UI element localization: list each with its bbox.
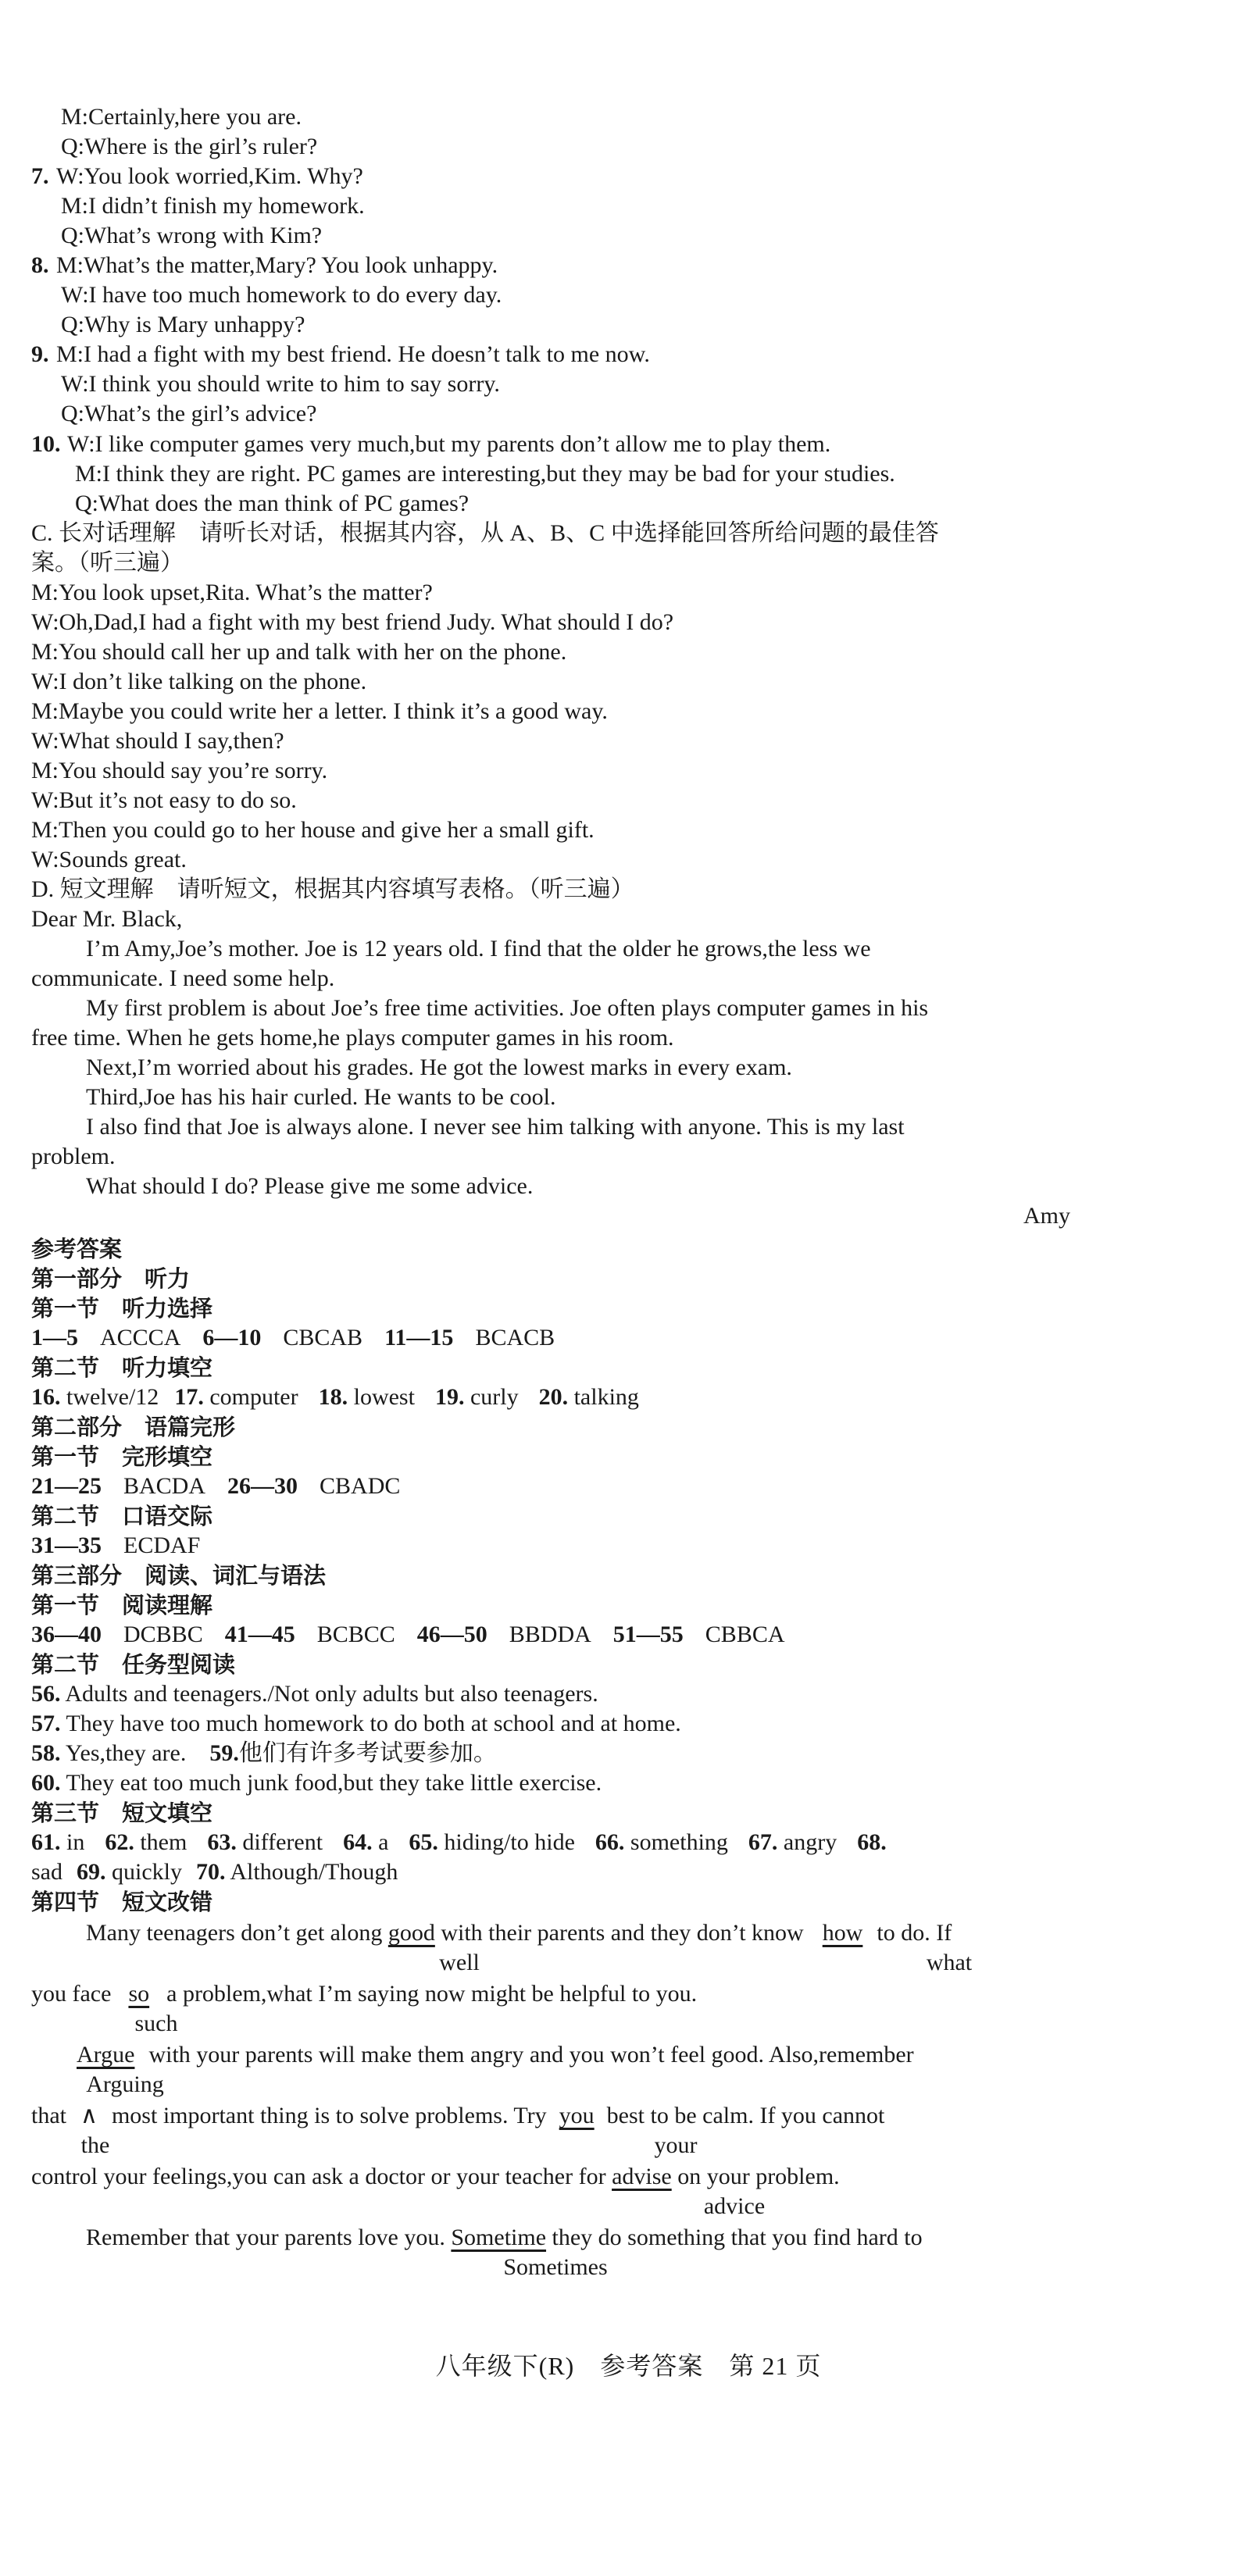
- correction-line: [31, 2162, 840, 2192]
- answer-number: 18.: [318, 1384, 348, 1410]
- transcript-line: Q:Why is Mary unhappy?: [61, 312, 305, 337]
- transcript-line: W:You look worried,Kim. Why?: [56, 163, 363, 189]
- transcript-line: M:Certainly,here you are.: [61, 104, 302, 130]
- answer-number: 19.: [434, 1384, 465, 1410]
- error-word: good: [387, 1920, 435, 1946]
- answer-number: 70.: [196, 1859, 226, 1885]
- dialogue-line: W:Oh,Dad,I had a fight with my best friend Judy. What should I do?: [31, 609, 674, 635]
- correction-line: [31, 2101, 884, 2131]
- answer-row: [31, 1857, 398, 1887]
- correction-line: [31, 1979, 697, 2009]
- dialogue-line: M:You should say you’re sorry.: [31, 758, 328, 783]
- section-heading: 第一节 听力选择: [31, 1295, 213, 1322]
- correction-text: best to be calm. If you cannot: [606, 2103, 885, 2128]
- answer-number: 64.: [343, 1829, 373, 1855]
- answer-value: They have too much homework to do both at school and at home.: [66, 1711, 681, 1736]
- dialogue-line: M:You look upset,Rita. What’s the matter?: [31, 580, 433, 605]
- letter-paragraph: free time. When he gets home,he plays computer games in his room.: [31, 1025, 674, 1051]
- correction-line: [77, 2040, 914, 2070]
- letter-paragraph: I also find that Joe is always alone. I never see him talking with anyone. This is my last: [86, 1114, 905, 1140]
- answer-value: quickly: [112, 1859, 182, 1885]
- question-number: 8.: [31, 252, 49, 278]
- section-heading: 第一节 完形填空: [31, 1443, 213, 1470]
- part-heading: 第一部分 听力: [31, 1265, 191, 1292]
- answer-range: 36—40: [31, 1622, 102, 1647]
- correction-text: on your problem.: [677, 2164, 840, 2189]
- correction-text: most important thing is to solve problems. Try: [111, 2103, 547, 2128]
- answer-number: 61.: [31, 1829, 61, 1855]
- error-word: Sometime: [451, 2225, 547, 2250]
- correction-word: such: [134, 2010, 178, 2036]
- letter-paragraph: problem.: [31, 1144, 116, 1169]
- answer-value: ECDAF: [123, 1532, 201, 1558]
- answer-value: computer: [209, 1384, 298, 1410]
- answer-value: sad: [31, 1859, 62, 1885]
- answer-number: 56.: [31, 1681, 61, 1707]
- answer-value: Although/Though: [230, 1859, 398, 1885]
- correction-word: Arguing: [86, 2071, 164, 2097]
- transcript-line: M:I had a fight with my best friend. He doesn’t talk to me now.: [56, 341, 650, 367]
- transcript-line: Q:What’s wrong with Kim?: [61, 223, 323, 248]
- error-word: so: [128, 1981, 150, 2007]
- answer-row: [31, 1323, 555, 1353]
- correction-word: advice: [703, 2193, 766, 2219]
- section-c-title: C. 长对话理解 请听长对话，根据其内容，从 A、B、C 中选择能回答所给问题的最佳答: [31, 520, 939, 546]
- answer-number: 17.: [174, 1384, 204, 1410]
- transcript-line: W:I like computer games very much,but my parents don’t allow me to play them.: [67, 431, 831, 457]
- answer-range: 6—10: [202, 1325, 262, 1350]
- dialogue-line: M:Maybe you could write her a letter. I think it’s a good way.: [31, 698, 608, 724]
- question-number: 9.: [31, 341, 49, 367]
- page-footer: 八年级下(R) 参考答案 第 21 页: [435, 2352, 822, 2380]
- answer-value: in: [66, 1829, 85, 1855]
- answer-row: [31, 1472, 400, 1501]
- section-heading: 第三节 短文填空: [31, 1800, 213, 1826]
- answer-range: 51—55: [612, 1622, 684, 1647]
- dialogue-line: M:You should call her up and talk with her on the phone.: [31, 639, 567, 665]
- answer-value: They eat too much junk food,but they take little exercise.: [66, 1770, 602, 1796]
- answer-range: 21—25: [31, 1473, 102, 1499]
- correction-text: control your feelings,you can ask a doctor or your teacher for: [31, 2164, 606, 2189]
- letter-paragraph: Third,Joe has his hair curled. He wants to be cool.: [86, 1084, 556, 1110]
- answer-value: BACDA: [123, 1473, 206, 1499]
- answer-row: [31, 1739, 497, 1768]
- error-word: you: [559, 2103, 595, 2128]
- part-heading: 第三部分 阅读、词汇与语法: [31, 1562, 327, 1589]
- answer-value: CBADC: [320, 1473, 401, 1499]
- correction-text: that: [31, 2103, 66, 2128]
- answer-value: 他们有许多考试要参加。: [238, 1740, 497, 1766]
- dialogue-line: W:I don’t like talking on the phone.: [31, 669, 367, 694]
- answer-row: [31, 1768, 602, 1798]
- letter-greeting: Dear Mr. Black,: [31, 906, 183, 932]
- answer-value: BBDDA: [509, 1622, 591, 1647]
- dialogue-line: M:Then you could go to her house and give her a small gift.: [31, 817, 595, 843]
- section-c-title-cont: 案。（听三遍）: [31, 550, 184, 576]
- correction-text: with your parents will make them angry and you won’t feel good. Also,remember: [148, 2042, 914, 2068]
- answer-range: 26—30: [227, 1473, 298, 1499]
- letter-paragraph: communicate. I need some help.: [31, 965, 335, 991]
- answer-number: 57.: [31, 1711, 61, 1736]
- answer-value: Adults and teenagers./Not only adults but also teenagers.: [65, 1681, 598, 1707]
- correction-word: your: [654, 2132, 698, 2158]
- answer-row: [31, 1709, 681, 1739]
- answers-title: 参考答案: [31, 1236, 123, 1262]
- transcript-line: Q:What does the man think of PC games?: [75, 491, 470, 516]
- letter-paragraph: What should I do? Please give me some advice.: [86, 1173, 534, 1199]
- answer-number: 20.: [538, 1384, 569, 1410]
- error-word: how: [822, 1920, 863, 1946]
- caret-mark: ∧: [80, 2103, 98, 2128]
- correction-word: what: [926, 1950, 973, 1975]
- dialogue-line: W:But it’s not easy to do so.: [31, 787, 297, 813]
- section-heading: 第四节 短文改错: [31, 1889, 213, 1915]
- correction-word: the: [80, 2132, 110, 2158]
- answer-number: 63.: [207, 1829, 237, 1855]
- answer-number: 59.: [209, 1740, 239, 1766]
- answer-row: [31, 1620, 785, 1650]
- answer-range: 41—45: [224, 1622, 295, 1647]
- section-heading: 第一节 阅读理解: [31, 1592, 213, 1618]
- correction-text: to do. If: [877, 1920, 952, 1946]
- section-heading: 第二节 任务型阅读: [31, 1651, 236, 1678]
- answer-row: [31, 1828, 887, 1857]
- correction-line: [86, 2223, 923, 2253]
- correction-text: Remember that your parents love you.: [86, 2225, 445, 2250]
- answer-range: 11—15: [384, 1325, 454, 1350]
- answer-value: them: [140, 1829, 187, 1855]
- section-d-title: D. 短文理解 请听短文，根据其内容填写表格。（听三遍）: [31, 876, 634, 902]
- answer-value: hiding/to hide: [444, 1829, 575, 1855]
- correction-text: a problem,what I’m saying now might be helpful to you.: [166, 1981, 698, 2007]
- dialogue-line: W:Sounds great.: [31, 847, 187, 872]
- transcript-line: Q:What’s the girl’s advice?: [61, 401, 317, 426]
- correction-text: you face: [31, 1981, 112, 2007]
- correction-word: well: [439, 1950, 480, 1975]
- correction-line: [86, 1918, 952, 1948]
- answer-number: 67.: [748, 1829, 778, 1855]
- answer-number: 16.: [31, 1384, 61, 1410]
- answer-range: 31—35: [31, 1532, 102, 1558]
- answer-number: 68.: [857, 1829, 887, 1855]
- transcript-line: Q:Where is the girl’s ruler?: [61, 134, 318, 159]
- transcript-line: M:I think they are right. PC games are interesting,but they may be bad for your studies.: [75, 461, 895, 487]
- correction-word: Sometimes: [503, 2254, 608, 2280]
- answer-row: [31, 1531, 200, 1561]
- letter-signature: Amy: [1023, 1203, 1070, 1229]
- dialogue-line: W:What should I say,then?: [31, 728, 284, 754]
- letter-paragraph: I’m Amy,Joe’s mother. Joe is 12 years old. I find that the older he grows,the less we: [86, 936, 871, 962]
- question-number: 7.: [31, 163, 49, 189]
- answer-value: something: [630, 1829, 728, 1855]
- answer-number: 65.: [409, 1829, 438, 1855]
- answer-range: 46—50: [416, 1622, 487, 1647]
- answer-value: ACCCA: [100, 1325, 181, 1350]
- answer-value: BCACB: [475, 1325, 555, 1350]
- answer-value: DCBBC: [123, 1622, 203, 1647]
- answer-value: CBCAB: [283, 1325, 363, 1350]
- answer-value: different: [242, 1829, 323, 1855]
- answer-range: 1—5: [31, 1325, 78, 1350]
- part-heading: 第二部分 语篇完形: [31, 1414, 236, 1440]
- answer-row: [31, 1383, 639, 1412]
- answer-value: angry: [783, 1829, 837, 1855]
- answer-number: 62.: [105, 1829, 134, 1855]
- letter-paragraph: My first problem is about Joe’s free time activities. Joe often plays computer games in his: [86, 995, 929, 1021]
- answer-value: a: [378, 1829, 389, 1855]
- answer-row: [31, 1679, 598, 1709]
- answer-value: Yes,they are.: [65, 1740, 187, 1766]
- transcript-line: M:I didn’t finish my homework.: [61, 193, 365, 219]
- answer-number: 60.: [31, 1770, 61, 1796]
- answer-value: curly: [470, 1384, 519, 1410]
- section-heading: 第二节 口语交际: [31, 1503, 213, 1529]
- answer-value: CBBCA: [705, 1622, 785, 1647]
- transcript-line: M:What’s the matter,Mary? You look unhappy.: [56, 252, 498, 278]
- answer-number: 66.: [595, 1829, 625, 1855]
- answer-value: twelve/12: [66, 1384, 159, 1410]
- section-heading: 第二节 听力填空: [31, 1354, 213, 1381]
- answer-number: 58.: [31, 1740, 61, 1766]
- correction-text: Many teenagers don’t get along: [86, 1920, 383, 1946]
- answer-value: lowest: [353, 1384, 415, 1410]
- error-word: Argue: [77, 2042, 135, 2068]
- transcript-line: W:I think you should write to him to say sorry.: [61, 371, 500, 397]
- transcript-line: W:I have too much homework to do every day.: [61, 282, 502, 308]
- question-number: 10.: [31, 431, 61, 457]
- correction-text: they do something that you find hard to: [552, 2225, 923, 2250]
- error-word: advise: [612, 2164, 672, 2189]
- letter-paragraph: Next,I’m worried about his grades. He got the lowest marks in every exam.: [86, 1054, 792, 1080]
- answer-value: talking: [573, 1384, 639, 1410]
- answer-number: 69.: [77, 1859, 106, 1885]
- correction-text: with their parents and they don’t know: [441, 1920, 804, 1946]
- answer-value: BCBCC: [316, 1622, 395, 1647]
